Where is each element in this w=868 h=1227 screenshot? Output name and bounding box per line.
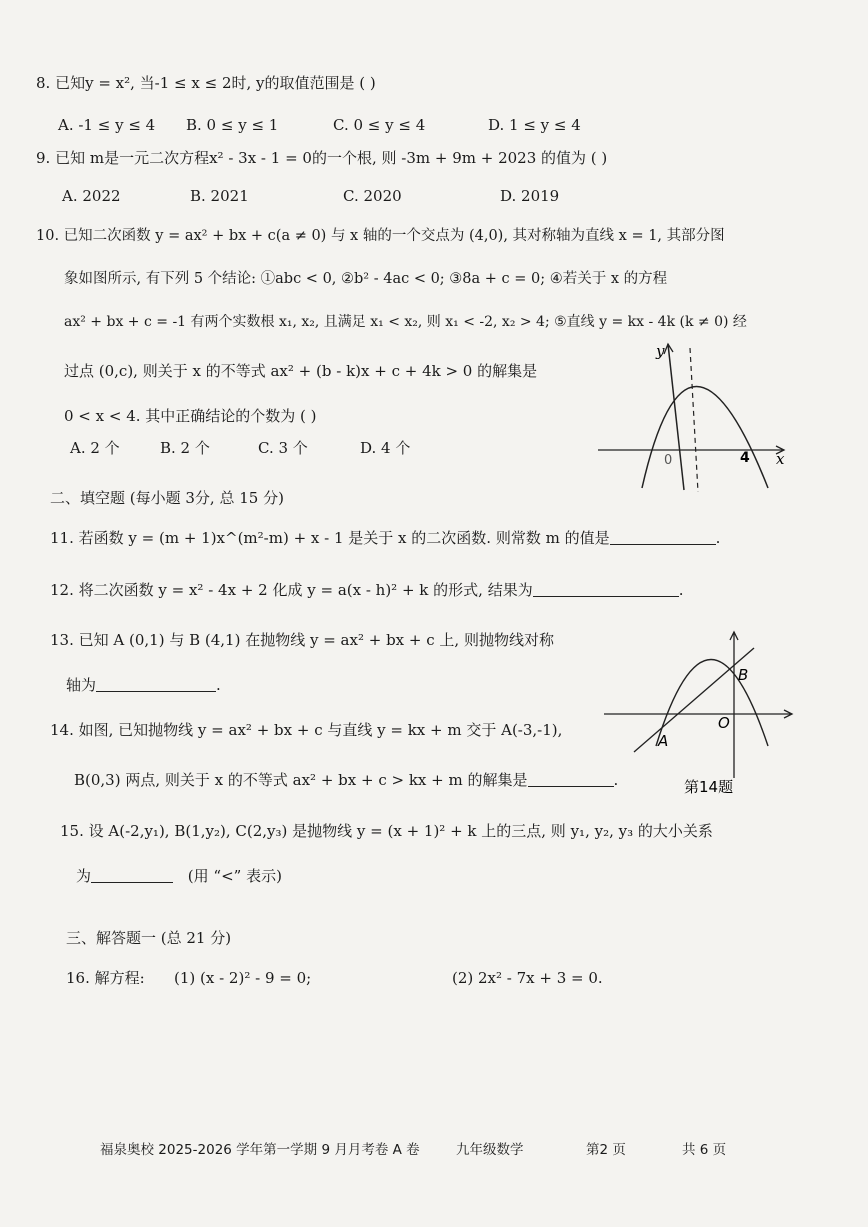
q10-line2: 象如图所示, 有下列 5 个结论: ①abc < 0, ②b² - 4ac < 0; ③8a + c = 0; ④若关于 x 的方程 <box>64 271 668 287</box>
q13-line1: 13. 已知 A (0,1) 与 B (4,1) 在抛物线 y = ax² + bx + c 上, 则抛物线对称 <box>50 631 554 649</box>
q13-line2-text: 轴为 <box>66 676 97 694</box>
footer-exam-title: 福泉奥校 2025-2026 学年第一学期 9 月月考卷 A 卷 <box>100 1142 420 1158</box>
q10-option-a: A. 2 个 <box>70 439 120 457</box>
q8-option-d: D. 1 ≤ y ≤ 4 <box>488 116 581 134</box>
q9-option-d: D. 2019 <box>500 187 560 205</box>
q10-origin-label: 0 <box>664 453 673 468</box>
section2-heading: 二、填空题 (每小题 3分, 总 15 分) <box>50 489 284 507</box>
q10-parabola-figure <box>596 340 796 496</box>
q14-line2-text: B(0,3) 两点, 则关于 x 的不等式 ax² + bx + c > kx + m 的解集是 <box>74 771 528 789</box>
q9-option-a: A. 2022 <box>62 187 121 205</box>
q8-option-b: B. 0 ≤ y ≤ 1 <box>186 116 279 134</box>
q10-line4: 过点 (0,c), 则关于 x 的不等式 ax² + (b - k)x + c + 4k > 0 的解集是 <box>64 362 538 380</box>
q12: 12. 将二次函数 y = x² - 4x + 2 化成 y = a(x - h)² + k 的形式, 结果为 . <box>50 581 684 599</box>
q10-y-axis <box>668 344 684 490</box>
q16-prefix: 16. 解方程: <box>66 969 145 987</box>
q14-line2: B(0,3) 两点, 则关于 x 的不等式 ax² + bx + c > kx + m 的解集是 . <box>74 771 619 789</box>
q10-x-label: x <box>776 450 785 468</box>
q10-parabola-curve <box>642 387 768 489</box>
q14-line1: 14. 如图, 已知抛物线 y = ax² + bx + c 与直线 y = kx + m 交于 A(-3,-1), <box>50 721 563 739</box>
footer-total-pages: 共 6 页 <box>682 1142 727 1158</box>
q13-answer-blank[interactable] <box>96 676 216 692</box>
footer-subject: 九年级数学 <box>456 1142 524 1158</box>
q12-text: 12. 将二次函数 y = x² - 4x + 2 化成 y = a(x - h)² + k 的形式, 结果为 <box>50 581 533 599</box>
q14-label-a: A <box>658 732 669 750</box>
q8-option-c: C. 0 ≤ y ≤ 4 <box>333 116 426 134</box>
q15-answer-blank[interactable] <box>91 867 173 883</box>
q9-stem: 9. 已知 m是一元二次方程x² - 3x - 1 = 0的一个根, 则 -3m + 9m + 2023 的值为 ( ) <box>36 149 608 167</box>
q16-part2: (2) 2x² - 7x + 3 = 0. <box>452 969 603 987</box>
q14-label-o: O <box>718 714 730 732</box>
q14-parabola-curve <box>656 660 768 747</box>
q14-line <box>634 648 754 752</box>
q14-label-b: B <box>738 666 749 684</box>
q10-option-b: B. 2 个 <box>160 439 210 457</box>
q11-answer-blank[interactable] <box>610 529 716 545</box>
q9-option-b: B. 2021 <box>190 187 249 205</box>
q10-line5: 0 < x < 4. 其中正确结论的个数为 ( ) <box>64 407 317 425</box>
q13-line2: 轴为 . <box>66 676 221 694</box>
footer-page-number: 第2 页 <box>586 1142 626 1158</box>
q9-option-c: C. 2020 <box>343 187 402 205</box>
q8-stem: 8. 已知y = x², 当-1 ≤ x ≤ 2时, y的取值范围是 ( ) <box>36 74 376 92</box>
q14-figure <box>600 628 800 803</box>
q10-y-label: y <box>656 342 665 360</box>
q15-line1: 15. 设 A(-2,y₁), B(1,y₂), C(2,y₃) 是抛物线 y = (x + 1)² + k 上的三点, 则 y₁, y₂, y₃ 的大小关系 <box>60 822 713 840</box>
q15-line2-suffix: (用 “<” 表示) <box>187 867 282 885</box>
q10-option-d: D. 4 个 <box>360 439 411 457</box>
q11-text: 11. 若函数 y = (m + 1)x^(m²-m) + x - 1 是关于 x 的二次函数. 则常数 m 的值是 <box>50 529 610 547</box>
q15-line2-prefix: 为 <box>76 867 92 885</box>
q10-line3: ax² + bx + c = -1 有两个实数根 x₁, x₂, 且满足 x₁ < x₂, 则 x₁ < -2, x₂ > 4; ⑤直线 y = kx - 4k (k ≠ 0) 经 <box>64 314 747 330</box>
q16-part1: (1) (x - 2)² - 9 = 0; <box>174 969 312 987</box>
q10-line1: 10. 已知二次函数 y = ax² + bx + c(a ≠ 0) 与 x 轴的一个交点为 (4,0), 其对称轴为直线 x = 1, 其部分图 <box>36 228 725 244</box>
q12-answer-blank[interactable] <box>533 581 679 597</box>
q8-option-a: A. -1 ≤ y ≤ 4 <box>58 116 156 134</box>
q14-caption: 第14题 <box>684 778 734 796</box>
section3-heading: 三、解答题一 (总 21 分) <box>66 929 232 947</box>
q10-x-tick-label: 4 <box>740 450 750 466</box>
q15-line2 <box>76 866 282 886</box>
q10-option-c: C. 3 个 <box>258 439 308 457</box>
q11: 11. 若函数 y = (m + 1)x^(m²-m) + x - 1 是关于 x 的二次函数. 则常数 m 的值是 . <box>50 529 721 547</box>
q10-axis-of-symmetry <box>690 348 698 492</box>
